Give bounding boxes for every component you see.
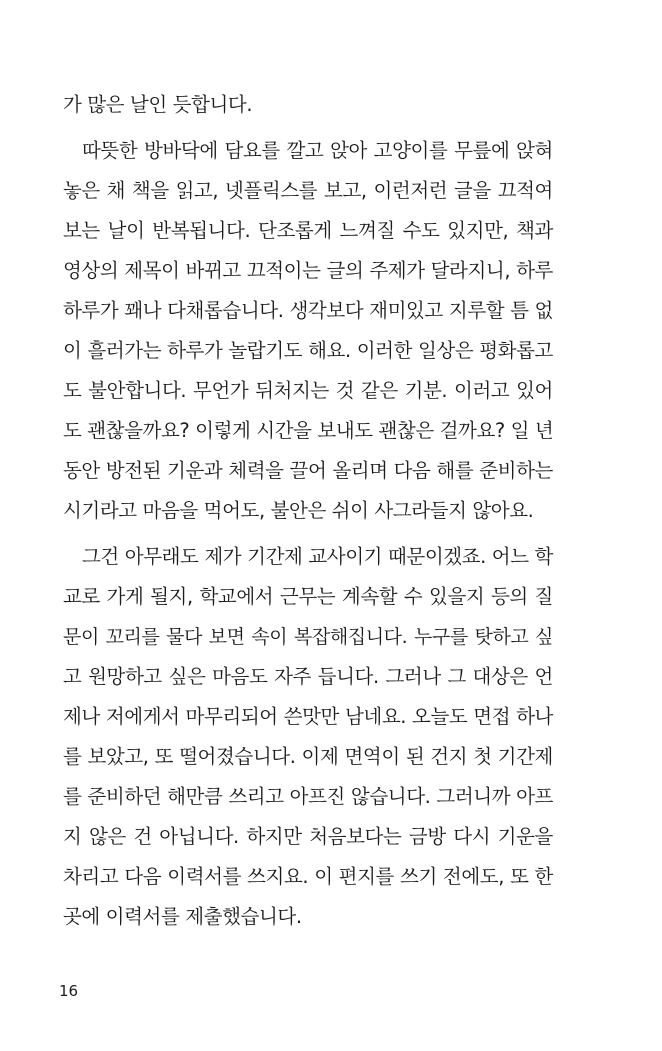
text-line: 교로 가게 될지, 학교에서 근무는 계속할 수 있을지 등의 질 <box>63 585 553 608</box>
text-line: 영상의 제목이 바뀌고 끄적이는 글의 주제가 달라지니, 하루 <box>63 259 553 282</box>
text-line: 도 괜찮을까요? 이렇게 시간을 보내도 괜찮은 걸까요? 일 년 <box>63 419 554 442</box>
text-line: 고 원망하고 싶은 마음도 자주 듭니다. 그러나 그 대상은 언 <box>63 665 553 688</box>
text-line: 동안 방전된 기운과 체력을 끌어 올리며 다음 해를 준비하는 <box>63 459 553 482</box>
text-line: 따뜻한 방바닥에 담요를 깔고 앉아 고양이를 무릎에 앉혀 <box>82 139 553 162</box>
text-line: 제나 저에게서 마무리되어 쓴맛만 남네요. 오늘도 면접 하나 <box>63 705 553 728</box>
text-line: 시기라고 마음을 먹어도, 불안은 쉬이 사그라들지 않아요. <box>63 499 534 522</box>
text-line: 도 불안합니다. 무언가 뒤처지는 것 같은 기분. 이러고 있어 <box>63 379 553 402</box>
text-line: 를 준비하던 해만큼 쓰리고 아프진 않습니다. 그러니까 아프 <box>63 785 553 808</box>
text-line: 곳에 이력서를 제출했습니다. <box>63 905 302 928</box>
text-line: 문이 꼬리를 물다 보면 속이 복잡해집니다. 누구를 탓하고 싶 <box>63 626 553 648</box>
page-number: 16 <box>59 982 79 1000</box>
text-line: 그건 아무래도 제가 기간제 교사이기 때문이겠죠. 어느 학 <box>82 545 553 568</box>
text-line: 놓은 채 책을 읽고, 넷플릭스를 보고, 이런저런 글을 끄적여 <box>63 179 553 202</box>
text-line: 를 보았고, 또 떨어졌습니다. 이제 면역이 된 건지 첫 기간제 <box>63 745 553 768</box>
text-line: 보는 날이 반복됩니다. 단조롭게 느껴질 수도 있지만, 책과 <box>63 219 553 242</box>
text-line: 지 않은 건 아닙니다. 하지만 처음보다는 금방 다시 기운을 <box>63 825 553 848</box>
text-line: 이 흘러가는 하루가 놀랍기도 해요. 이러한 일상은 평화롭고 <box>63 339 553 362</box>
text-line: 가 많은 날인 듯합니다. <box>63 93 253 116</box>
text-line: 차리고 다음 이력서를 쓰지요. 이 편지를 쓰기 전에도, 또 한 <box>63 865 553 888</box>
text-line: 하루가 꽤나 다채롭습니다. 생각보다 재미있고 지루할 틈 없 <box>63 299 553 322</box>
